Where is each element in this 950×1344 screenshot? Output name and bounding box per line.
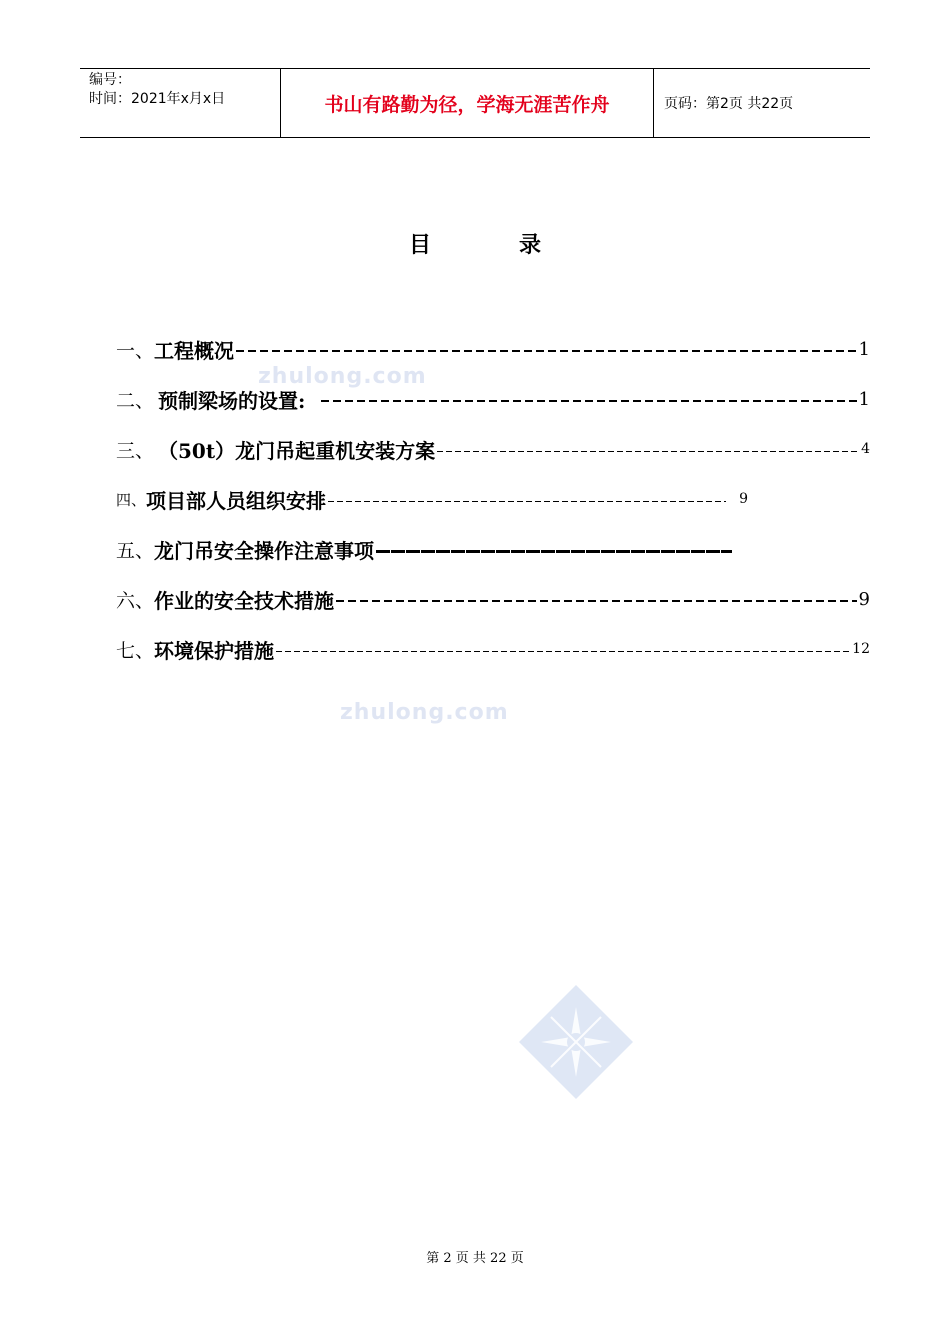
toc-title: 目录 [408,232,629,258]
number-label: 编号： [89,72,131,88]
toc-item[interactable] [116,424,870,474]
toc-item-number: 七、 [116,639,155,662]
toc-item-title: 工程概况 [154,338,235,363]
toc-item-title: （50t）龙门吊起重机安装方案 [158,438,436,463]
toc-leader [437,451,858,452]
toc-leader [236,350,857,352]
toc-item-page: 12 [852,641,870,657]
toc-item-number: 四、 [116,490,147,509]
header-meta [80,69,281,137]
toc-item[interactable] [116,374,870,424]
time-label: 时间：2021年x月x日 [89,91,226,107]
toc-item[interactable] [116,624,870,674]
toc-item-number: 二、 [116,389,155,412]
page-header [80,68,870,138]
watermark-text: zhulong.com [340,700,509,725]
toc-item-number: 一、 [116,339,155,362]
watermark-logo-icon [519,985,633,1099]
toc-item-title: 项目部人员组织安排 [146,488,327,513]
toc-item-title: 预制梁场的设置: [158,388,306,413]
toc-item[interactable] [116,324,870,374]
toc-item-page: 1 [858,388,870,410]
toc-item-title: 环境保护措施 [154,638,275,663]
table-of-contents [116,324,870,674]
toc-item[interactable] [116,474,870,524]
toc-leader [321,400,856,402]
toc-item[interactable] [116,524,870,574]
toc-item-title: 龙门吊安全操作注意事项 [154,538,375,563]
toc-item-number: 五、 [116,539,155,562]
toc-item[interactable] [116,574,870,624]
header-page-info: 页码：第2页 共22页 [664,96,794,112]
toc-leader [336,600,857,602]
toc-item-page: 9 [739,491,749,507]
toc-item-page: 4 [861,441,870,457]
toc-item-number: 三、 [116,439,155,462]
page-footer: 第 2 页 共 22 页 [426,1251,524,1266]
header-motto: 书山有路勤为径，学海无涯苦作舟 [281,69,654,137]
toc-item-title: 作业的安全技术措施 [154,588,335,613]
toc-item-page: 1 [858,338,870,360]
watermark-text: zhulong.com [258,364,427,389]
toc-item-number: 六、 [116,589,155,612]
toc-leader [328,501,726,502]
toc-item-page: 9 [858,588,870,610]
toc-leader [276,651,850,652]
toc-leader [376,550,732,553]
